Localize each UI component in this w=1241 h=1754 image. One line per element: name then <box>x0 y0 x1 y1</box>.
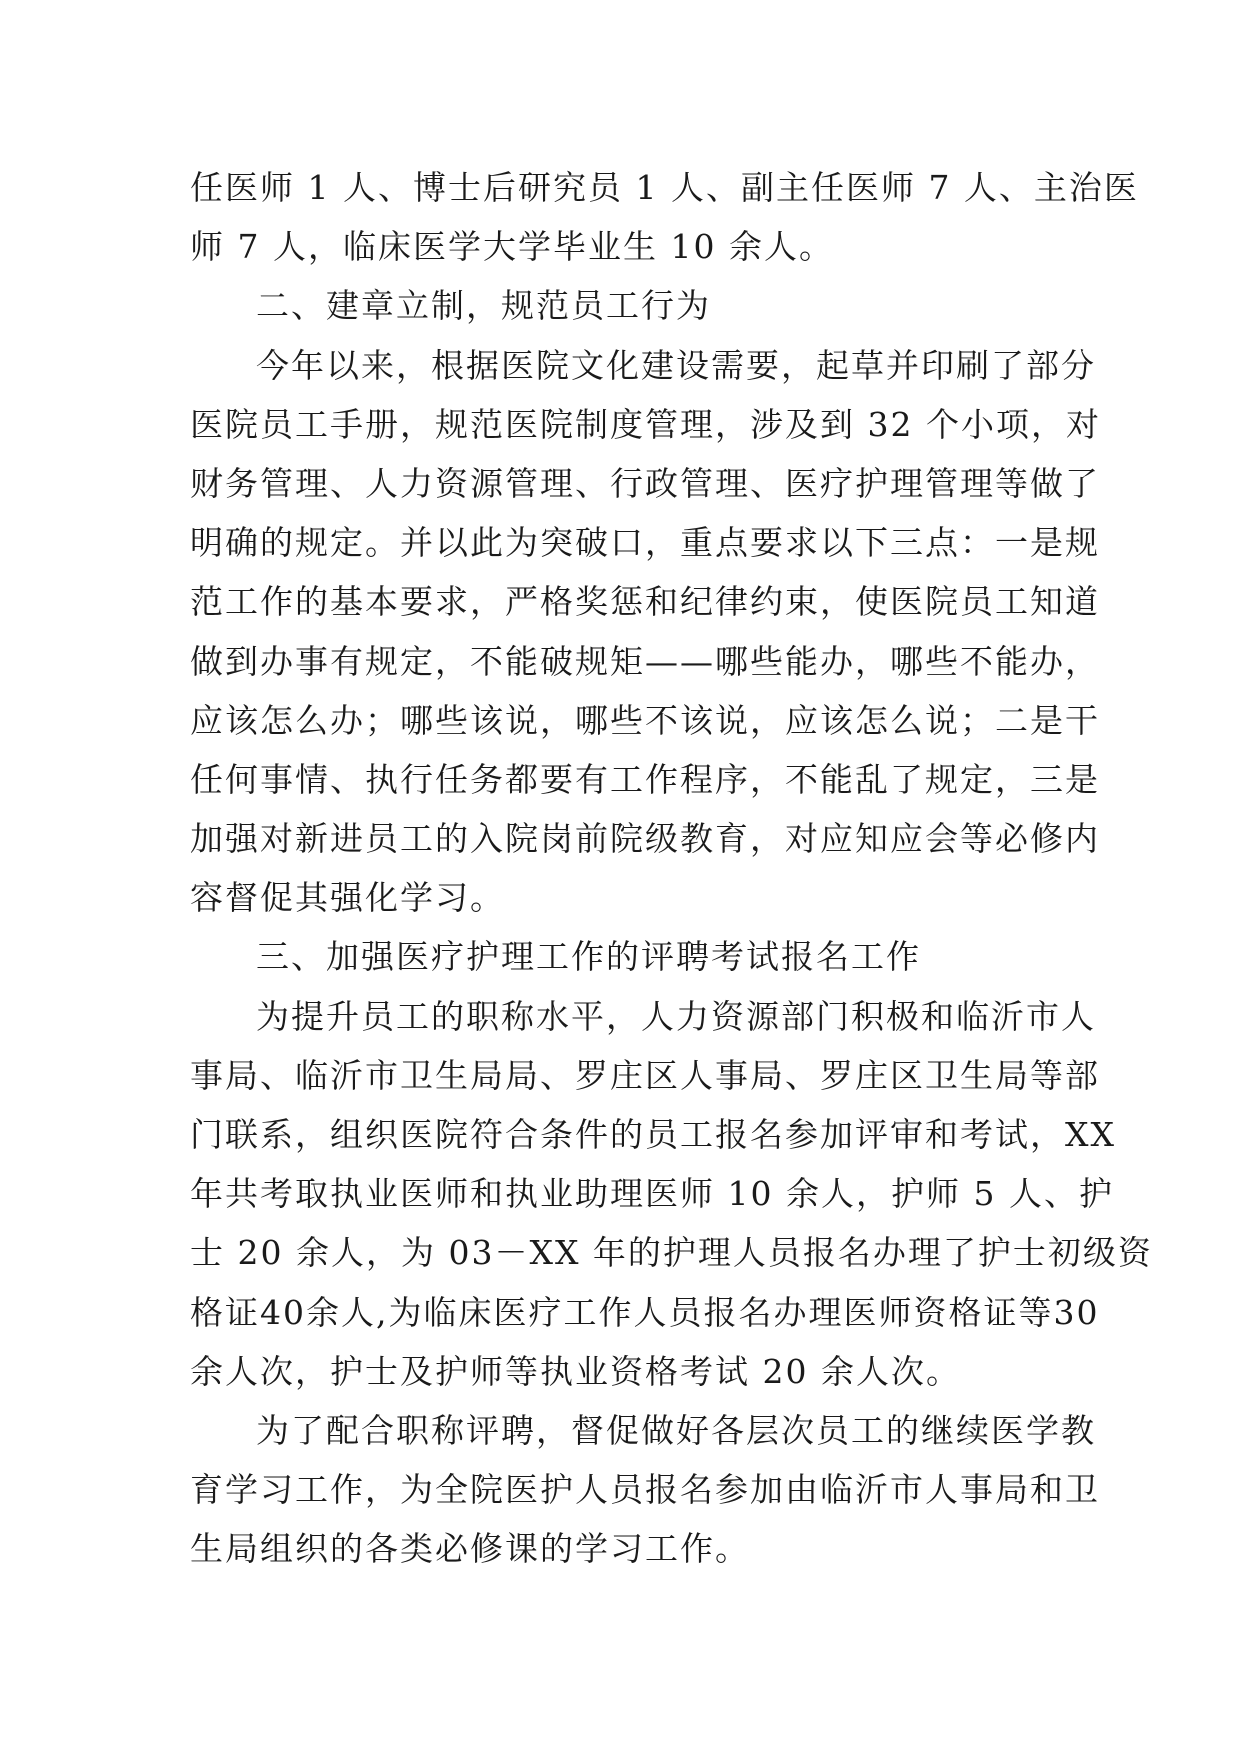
text-line: 应该怎么办；哪些该说，哪些不该说，应该怎么说；二是干 <box>190 700 1100 740</box>
text-line: 师 7 人，临床医学大学毕业生 10 余人。 <box>190 227 834 267</box>
text-line: 任医师 1 人、博士后研究员 1 人、副主任医师 7 人、主治医 <box>190 168 1139 207</box>
text-line: 生局组织的各类必修课的学习工作。 <box>190 1529 750 1569</box>
text-line: 门联系，组织医院符合条件的员工报名参加评审和考试，XX <box>190 1115 1116 1154</box>
text-line: 格证40余人,为临床医疗工作人员报名办理医师资格证等30 <box>190 1292 1100 1332</box>
text-line: 范工作的基本要求，严格奖惩和纪律约束，使医院员工知道 <box>190 582 1100 622</box>
section-heading: 三、加强医疗护理工作的评聘考试报名工作 <box>256 937 921 977</box>
text-line: 任何事情、执行任务都要有工作程序，不能乱了规定，三是 <box>190 759 1100 799</box>
text-line: 士 20 余人，为 03－XX 年的护理人员报名办理了护士初级资 <box>190 1233 1153 1273</box>
text-line: 加强对新进员工的入院岗前院级教育，对应知应会等必修内 <box>190 819 1100 859</box>
text-line: 年共考取执业医师和执业助理医师 10 余人，护师 5 人、护 <box>190 1174 1114 1214</box>
paragraph-start: 今年以来，根据医院文化建设需要，起草并印刷了部分 <box>256 345 1096 385</box>
section-heading: 二、建章立制，规范员工行为 <box>256 286 711 326</box>
text-line: 做到办事有规定，不能破规矩——哪些能办，哪些不能办， <box>190 641 1100 681</box>
text-line: 明确的规定。并以此为突破口，重点要求以下三点：一是规 <box>190 523 1100 563</box>
paragraph-start: 为提升员工的职称水平，人力资源部门积极和临沂市人 <box>256 996 1096 1036</box>
text-line: 容督促其强化学习。 <box>190 878 505 918</box>
text-line: 医院员工手册，规范医院制度管理，涉及到 32 个小项，对 <box>190 404 1101 444</box>
paragraph-start: 为了配合职称评聘，督促做好各层次员工的继续医学教 <box>256 1410 1096 1450</box>
text-line: 事局、临沂市卫生局局、罗庄区人事局、罗庄区卫生局等部 <box>190 1055 1100 1095</box>
text-line: 财务管理、人力资源管理、行政管理、医疗护理管理等做了 <box>190 463 1100 503</box>
document-body <box>190 158 1153 1579</box>
text-line: 余人次，护士及护师等执业资格考试 20 余人次。 <box>190 1351 961 1391</box>
text-line: 育学习工作，为全院医护人员报名参加由临沂市人事局和卫 <box>190 1470 1100 1510</box>
